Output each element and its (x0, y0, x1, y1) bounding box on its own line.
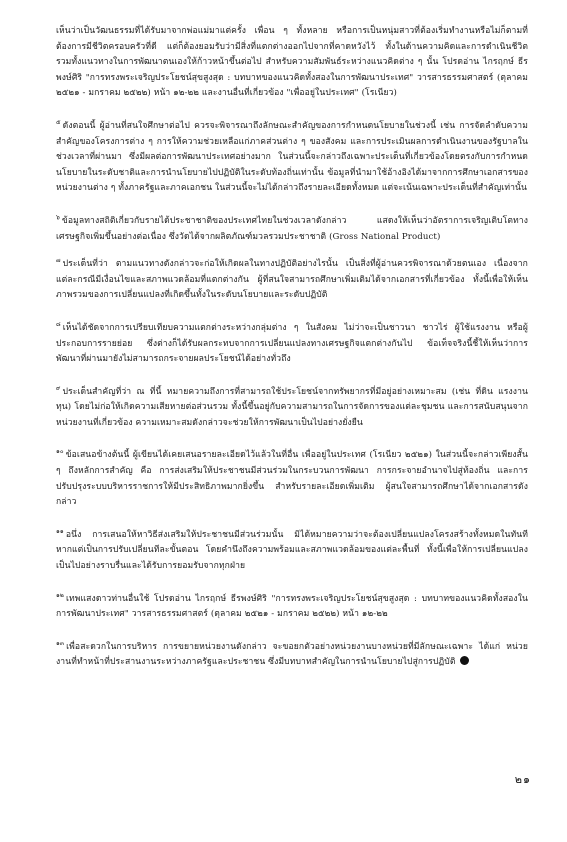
footnote-marker: ๑๐ (56, 448, 64, 456)
footnote-marker: ๗ (56, 257, 61, 265)
footnote-marker: ๕ (56, 118, 61, 126)
footnote-6: $^๖$ ข้อมูลทางสถิติเกี่ยวกับรายได้ประชาชาติของประเทศไทยในช่วงเวลาดังกล่าว แสดงให้เห็นว่าอัตราการเจริญเติบโตทางเศรษฐกิจเพิ่มขึ้นอย่างต่อเนื่อง ซึ่งวัดได้จากผลิตภัณฑ์มวลรวมประชาชาติ (Gross National Product) (56, 213, 528, 242)
footnote-marker: ๙ (56, 384, 61, 392)
footnote-7: $^๗$ ประเด็นที่ว่า ตามแนวทางดังกล่าวจะก่อให้เกิดผลในทางปฏิบัติอย่างไรนั้น เป็นสิ่งที่ผู้อ่านควรพิจารณาด้วยตนเอง เนื่องจากแต่ละกรณีมีเงื่อนไขและสภาพแวดล้อมที่แตกต่างกัน ผู้ที่สนใจสามารถศึกษาเพิ่มเติมได้จากเอกสารที่เกี่ยวข้อง ทั้งนี้เพื่อให้เห็นภาพรวมของการเปลี่ยนแปลงที่เกิดขึ้นทั้งในระดับนโยบายและระดับปฏิบัติ (56, 257, 528, 301)
footnote-9: $^๙$ ประเด็นสำคัญที่ว่า ณ ที่นี้ หมายความถึงการที่สามารถใช้ประโยชน์จากทรัพยากรที่มีอยู่อย่างเหมาะสม (เช่น ที่ดิน แรงงาน ทุน) โดยไม่ก่อให้เกิดความเสียหายต่อส่วนรวม ทั้งนี้ขึ้นอยู่กับความสามารถในการจัดการของแต่ละชุมชน และการสนับสนุนจากหน่วยงานที่เกี่ยวข้อง ความเหมาะสมดังกล่าวจะช่วยให้การพัฒนาเป็นไปอย่างยั่งยืน (56, 384, 528, 428)
footnote-marker: ๑๓ (56, 639, 65, 647)
footnote-11: $^{๑๑}$ อนึ่ง การเสนอให้หาวิธีส่งเสริมให้ประชาชนมีส่วนร่วมนั้น มิได้หมายความว่าจะต้องเปลี่ยนแปลงโครงสร้างทั้งหมดในทันที หากแต่เป็นการปรับเปลี่ยนทีละขั้นตอน โดยคำนึงถึงความพร้อมและสภาพแวดล้อมของแต่ละพื้นที่ ทั้งนี้เพื่อให้การเปลี่ยนแปลงเป็นไปอย่างราบรื่นและได้รับการยอมรับจากทุกฝ่าย (56, 527, 528, 572)
footnote-12: $^{๑๒}$ เทพแสงดาวท่านอื่นใช้ โปรดอ่าน ไกรฤกษ์ ธีรพงษ์ศิริ "การทรงพระเจริญประโยชน์สุขสูงสุด : บทบาทของแนวคิดทั้งสองในการพัฒนาประเทศ" วารสารธรรมศาสตร์ (ตุลาคม ๒๕๒๑ - มกราคม ๒๕๒๒) หน้า ๑๒-๒๒ (56, 591, 528, 620)
footnote-13: $^{๑๓}$ เพื่อสะดวกในการบริหาร การขยายหน่วยงานดังกล่าว จะขอยกตัวอย่างหน่วยงานบางหน่วยที่มีลักษณะเฉพาะ ได้แก่ หน่วยงานที่ทำหน้าที่ประสานงานระหว่างภาครัฐและประชาชน ซึ่งมีบทบาทสำคัญในการนำนโยบายไปสู่การปฏิบัติ (56, 639, 528, 668)
page-number: ๒๑ (514, 773, 531, 786)
footnotes-body (56, 24, 528, 684)
footnote-continuation: เห็นว่าเป็นวัฒนธรรมที่ได้รับมาจากพ่อแม่มาแต่ครั้ง เพื่อน ๆ ทั้งหลาย หรือการเป็นหนุ่มสาวที่ต้องเริ่มทำงานหรือไม่ก็ตามที่ต้องการมีชีวิตครอบครัวที่ดี แต่ก็ต้องยอมรับว่ามีสิ่งที่แตกต่างออกไปจากที่คาดหวังไว้ ทั้งในด้านความคิดและการดำเนินชีวิต รวมทั้งแนวทางในการพัฒนาตนเองให้ก้าวหน้าขึ้นต่อไป สำหรับความสัมพันธ์ระหว่างแนวคิดต่าง ๆ นั้น โปรดอ่าน ไกรฤกษ์ ธีรพงษ์ศิริ "การทรงพระเจริญประโยชน์สุขสูงสุด : บทบาทของแนวคิดทั้งสองในการพัฒนาประเทศ" วารสารธรรมศาสตร์ (ตุลาคม ๒๕๒๑ - มกราคม ๒๕๒๒) หน้า ๑๒-๒๒ และงานอื่นที่เกี่ยวข้อง "เพื่ออยู่ในประเทศ" (โรเนียว) (56, 26, 528, 99)
footnote-8: $^๘$ เห็นได้ชัดจากการเปรียบเทียบความแตกต่างระหว่างกลุ่มต่าง ๆ ในสังคม ไม่ว่าจะเป็นชาวนา ชาวไร่ ผู้ใช้แรงงาน หรือผู้ประกอบการรายย่อย ซึ่งต่างก็ได้รับผลกระทบจากการเปลี่ยนแปลงทางเศรษฐกิจแตกต่างกันไป ข้อเท็จจริงนี้ชี้ให้เห็นว่าการพัฒนาที่ผ่านมายังไม่สามารถกระจายผลประโยชน์ได้อย่างทั่วถึง (56, 320, 528, 365)
footnote-marker: ๑๒ (56, 591, 64, 599)
footnote-5: $^๕$ ดังตอนนี้ ผู้อ่านที่สนใจศึกษาต่อไป ควรจะพิจารณาถึงลักษณะสำคัญของการกำหนดนโยบายในช่วงนี้ เช่น การจัดลำดับความสำคัญของโครงการต่าง ๆ การให้ความช่วยเหลือแก่ภาคส่วนต่าง ๆ ของสังคม และการประเมินผลการดำเนินงานของรัฐบาลในช่วงเวลาที่ผ่านมา ซึ่งมีผลต่อการพัฒนาประเทศอย่างมาก ในส่วนนี้จะกล่าวถึงเฉพาะประเด็นที่เกี่ยวข้องโดยตรงกับการกำหนดนโยบายในระดับชาติและการนำนโยบายไปปฏิบัติในระดับท้องถิ่นเท่านั้น ข้อมูลที่นำมาใช้อ้างอิงได้มาจากการศึกษาเอกสารของหน่วยงานต่าง ๆ ทั้งภาครัฐและภาคเอกชน ในส่วนนี้จะไม่ได้กล่าวถึงรายละเอียดทั้งหมด แต่จะเน้นเฉพาะประเด็นที่สำคัญเท่านั้น (56, 118, 528, 194)
bullet-mark-icon (460, 656, 469, 665)
footnote-10: $^{๑๐}$ ข้อเสนอข้างต้นนี้ ผู้เขียนได้เคยเสนอรายละเอียดไว้แล้วในที่อื่น เพื่ออยู่ในประเทศ (โรเนียว ๒๕๒๑) ในส่วนนี้จะกล่าวเพียงสั้น ๆ ถึงหลักการสำคัญ คือ การส่งเสริมให้ประชาชนมีส่วนร่วมในกระบวนการพัฒนา การกระจายอำนาจไปสู่ท้องถิ่น และการปรับปรุงระบบบริหารราชการให้มีประสิทธิภาพมากยิ่งขึ้น สำหรับรายละเอียดเพิ่มเติม ผู้สนใจสามารถศึกษาได้จากเอกสารดังกล่าว (56, 448, 528, 508)
footnote-marker: ๖ (56, 213, 60, 221)
footnote-marker: ๘ (56, 320, 61, 328)
footnote-marker: ๑๑ (56, 527, 64, 535)
